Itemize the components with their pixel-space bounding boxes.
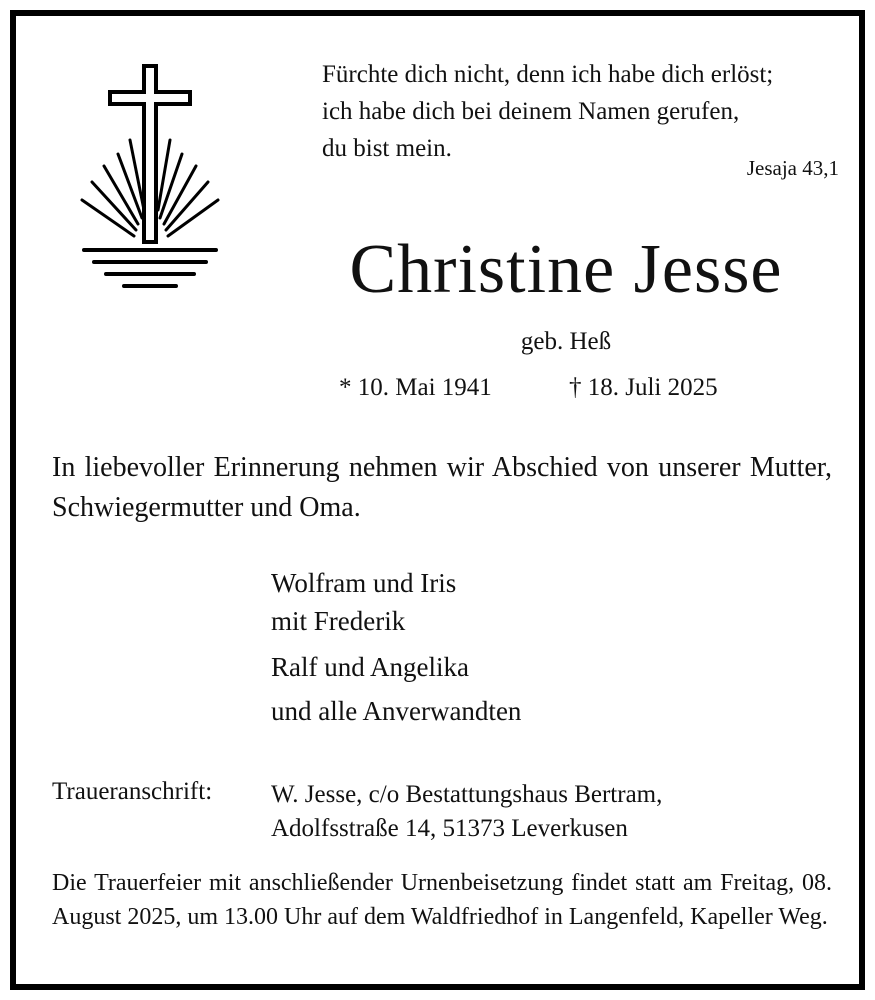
address-line: W. Jesse, c/o Bestattungshaus Bertram, xyxy=(271,781,663,808)
deceased-name: Christine Jesse xyxy=(349,231,783,308)
verse-line: ich habe dich bei deinem Namen gerufen, xyxy=(322,98,740,125)
obituary-notice xyxy=(10,10,865,990)
verse-reference: Jesaja 43,1 xyxy=(746,156,839,180)
mourner-line: Ralf und Angelika xyxy=(271,652,469,682)
birth-date: * 10. Mai 1941 xyxy=(339,374,492,401)
death-date: † 18. Juli 2025 xyxy=(569,374,718,401)
address-line: Adolfsstraße 14, 51373 Leverkusen xyxy=(271,815,628,842)
funeral-service-info: Die Trauerfeier mit anschließender Urnenbeisetzung findet statt am Freitag, 08. August 2025, um 13.00 Uhr auf dem Waldfriedhof in Langenfeld, Kapeller Weg. xyxy=(52,870,832,930)
mourner-line: und alle Anverwandten xyxy=(271,696,522,726)
cross-sunrise-icon xyxy=(66,62,234,302)
mourners-list xyxy=(271,568,521,727)
maiden-name: geb. Heß xyxy=(520,328,612,355)
verse-line: du bist mein. xyxy=(322,135,452,162)
farewell-text: In liebevoller Erinnerung nehmen wir Abschied von unserer Mutter, Schwiegermutter und Oma. xyxy=(52,452,832,523)
mourner-line: Wolfram und Iris xyxy=(271,568,457,598)
bible-verse xyxy=(322,56,822,167)
address-label: Traueranschrift: xyxy=(52,778,213,805)
verse-line: Fürchte dich nicht, denn ich habe dich erlöst; xyxy=(322,61,774,88)
mourner-line: mit Frederik xyxy=(271,606,406,636)
mourning-address xyxy=(271,778,662,846)
